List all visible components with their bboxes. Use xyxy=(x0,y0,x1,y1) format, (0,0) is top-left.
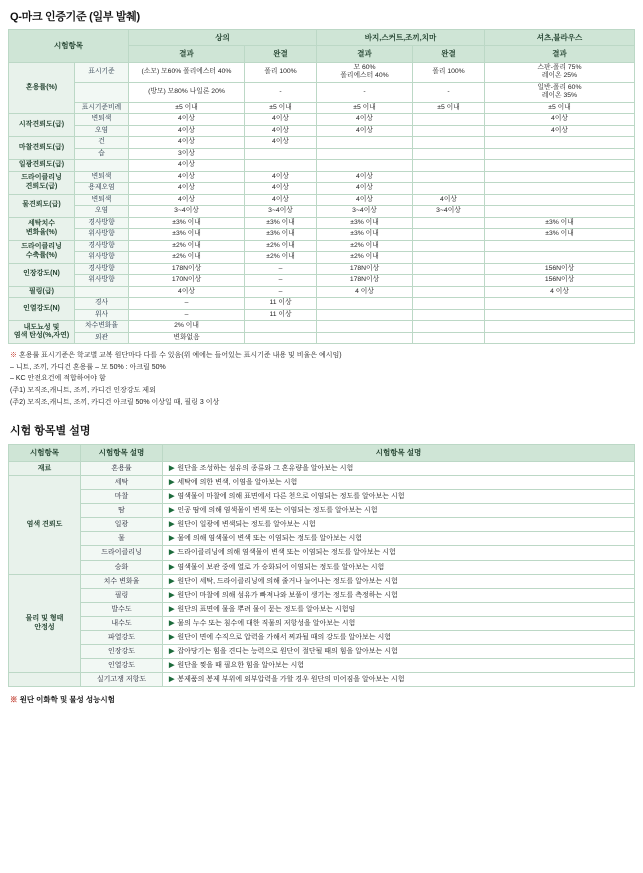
data-cell xyxy=(413,148,485,159)
test-name-cell: 실기고쟁 저항도 xyxy=(81,673,163,687)
data-cell xyxy=(485,160,635,172)
row-subheader-cell: 표시기준 xyxy=(75,62,129,82)
row-subheader-cell: 오염 xyxy=(75,125,129,136)
description-text: 염색물이 보관 중에 열로 가 승화되어 이염되는 정도를 알아보는 시험 xyxy=(177,563,385,571)
description-text: 물에 의해 염색물이 변색 또는 이염되는 정도를 알아보는 시험 xyxy=(177,535,362,543)
data-cell: 4이상 xyxy=(245,137,317,148)
footnote-mark: ※ xyxy=(10,695,18,705)
data-cell xyxy=(245,321,317,332)
table-row xyxy=(9,82,635,102)
category-cell xyxy=(9,673,81,687)
description-text: 원단을 찢을 때 필요한 힘을 알아보는 시험 xyxy=(177,662,305,670)
data-cell xyxy=(413,137,485,148)
row-subheader-cell: 경사방향 xyxy=(75,217,129,228)
description-text: 원단이 면에 수직으로 압력을 가해서 찌과될 때의 강도를 알아보는 시험 xyxy=(177,634,391,641)
data-cell: ±3% 이내 xyxy=(245,217,317,228)
table-row xyxy=(9,160,635,172)
test-description-cell xyxy=(163,602,635,616)
data-cell xyxy=(413,275,485,286)
row-subheader-cell: 경사방향 xyxy=(75,263,129,274)
data-cell xyxy=(485,194,635,205)
data-cell: ±2% 이내 xyxy=(245,252,317,263)
data-cell: 3이상 xyxy=(129,148,245,159)
table-row xyxy=(9,62,635,82)
th-desc: 시험항목 설명 xyxy=(163,445,635,462)
description-text: 원단의 표면에 물을 뿌려 물이 묻는 정도를 알아보는 시험임 xyxy=(177,605,356,613)
row-header-cell: 물견뢰도(급) xyxy=(9,194,75,217)
data-cell: 폴리 100% xyxy=(245,62,317,82)
description-text: 봉제품의 봉제 부위에 외부압력을 가할 경우 원단의 미어짐을 알아보는 시험 xyxy=(177,676,405,684)
footnote-text: 원단 이화학 및 물성 성능시험 xyxy=(19,695,115,705)
data-cell xyxy=(485,298,635,309)
data-cell: 11 이상 xyxy=(245,298,317,309)
note-line: – KC 안전요건에 적합하여야 함 xyxy=(10,375,106,383)
table-row xyxy=(9,240,635,251)
data-cell: 156N이상 xyxy=(485,275,635,286)
data-cell: 4이상 xyxy=(129,125,245,136)
row-subheader-cell: 변퇴색 xyxy=(75,114,129,125)
data-cell xyxy=(317,298,413,309)
row-header-cell: 내도뇨성 및 염색 탄성(%,자연) xyxy=(9,321,75,344)
data-cell: 4이상 xyxy=(129,171,245,182)
data-cell: 4이상 xyxy=(317,194,413,205)
row-header-cell: 필링(급) xyxy=(9,286,75,298)
test-description-cell xyxy=(163,490,635,504)
row-subheader-cell: 경사방향 xyxy=(75,240,129,251)
data-cell: 3~4이상 xyxy=(413,206,485,217)
table-row xyxy=(9,102,635,113)
table-row xyxy=(9,588,635,602)
data-cell: - xyxy=(245,82,317,102)
data-cell xyxy=(485,137,635,148)
table-row xyxy=(9,673,635,687)
data-cell: 178N이상 xyxy=(317,275,413,286)
table-row xyxy=(9,645,635,659)
bullet-arrow-icon: ▶ xyxy=(169,619,175,627)
test-description-cell xyxy=(163,560,635,574)
table-row xyxy=(9,504,635,518)
th-item-desc: 시험항목 설명 xyxy=(81,445,163,462)
data-cell: 4이상 xyxy=(245,125,317,136)
t2-header-row xyxy=(9,445,635,462)
row-subheader-cell: 표시기준비례 xyxy=(75,102,129,113)
data-cell: 변화없음 xyxy=(129,332,245,343)
description-text: 잡아당기는 힘을 견디는 능력으로 원단이 절단될 때의 힘을 알아보는 시험 xyxy=(177,648,398,656)
table-row xyxy=(9,602,635,616)
data-cell: 4이상 xyxy=(317,125,413,136)
data-cell: ±2% 이내 xyxy=(129,240,245,251)
test-name-cell: 발수도 xyxy=(81,602,163,616)
data-cell: 4이상 xyxy=(129,183,245,194)
data-cell: – xyxy=(129,309,245,320)
row-subheader-cell: 외관 xyxy=(75,332,129,343)
test-name-cell: 물 xyxy=(81,532,163,546)
row-subheader-cell xyxy=(75,82,129,102)
th-result-2: 결과 xyxy=(317,46,413,62)
table-row xyxy=(9,560,635,574)
bullet-arrow-icon: ▶ xyxy=(169,634,175,641)
row-header-cell: 드라이클리닝 수축률(%) xyxy=(9,240,75,263)
data-cell: 156N이상 xyxy=(485,263,635,274)
data-cell xyxy=(413,321,485,332)
row-subheader-cell: 경사 xyxy=(75,298,129,309)
test-description-cell xyxy=(163,631,635,645)
description-text: 인공 땀에 의해 염색물이 변색 또는 이염되는 정도를 알아보는 시험 xyxy=(177,507,378,515)
description-text: 염색물이 마찰에 의해 표면에서 다른 천으로 이염되는 정도를 알아보는 시험 xyxy=(177,493,405,501)
row-header-cell: 인열강도(N) xyxy=(9,298,75,321)
data-cell: 4이상 xyxy=(485,125,635,136)
test-name-cell: 인열강도 xyxy=(81,659,163,673)
table-row xyxy=(9,490,635,504)
th-complete-2: 완결 xyxy=(413,46,485,62)
test-description-cell xyxy=(163,588,635,602)
data-cell xyxy=(317,309,413,320)
data-cell xyxy=(317,321,413,332)
data-cell xyxy=(413,240,485,251)
note-line: (주1) 모직조,캐니트, 조끼, 카디건 인장강도 제외 xyxy=(10,387,156,395)
data-cell xyxy=(485,321,635,332)
data-cell: 3~4이상 xyxy=(317,206,413,217)
test-name-cell: 치수 변화율 xyxy=(81,574,163,588)
note-line: ※ 혼용률 표시기준은 학교별 교복 원단마다 다를 수 있음(위 예에는 들어있는 표시기준 내용 및 비율은 예시임) xyxy=(10,352,342,360)
row-subheader-cell: 위사방향 xyxy=(75,229,129,240)
bullet-arrow-icon: ▶ xyxy=(169,464,175,472)
data-cell: – xyxy=(245,286,317,298)
test-name-cell: 마찰 xyxy=(81,490,163,504)
table-row xyxy=(9,461,635,475)
th-test-item: 시험항목 xyxy=(9,30,129,63)
data-cell: ±3% 이내 xyxy=(485,229,635,240)
th-result-3: 결과 xyxy=(485,46,635,62)
row-subheader-cell: 차수변화율 xyxy=(75,321,129,332)
th-bottom: 바지,스커트,조끼,치마 xyxy=(317,30,485,46)
table-row xyxy=(9,114,635,125)
data-cell xyxy=(413,114,485,125)
test-name-cell: 내수도 xyxy=(81,616,163,630)
notes-block xyxy=(10,350,633,408)
table-row xyxy=(9,332,635,343)
data-cell xyxy=(413,309,485,320)
data-cell xyxy=(413,229,485,240)
data-cell: 4이상 xyxy=(129,137,245,148)
table-row xyxy=(9,275,635,286)
footnote xyxy=(10,694,633,705)
data-cell: 4이상 xyxy=(245,171,317,182)
data-cell: – xyxy=(245,263,317,274)
row-subheader-cell: 용제오염 xyxy=(75,183,129,194)
data-cell: 11 이상 xyxy=(245,309,317,320)
test-item-description-table xyxy=(8,444,635,687)
row-subheader-cell: 위사방향 xyxy=(75,275,129,286)
data-cell: 178N이상 xyxy=(129,263,245,274)
data-cell: 4이상 xyxy=(485,114,635,125)
test-name-cell: 세탁 xyxy=(81,475,163,489)
test-name-cell: 필링 xyxy=(81,588,163,602)
test-description-cell xyxy=(163,518,635,532)
data-cell: ±5 이내 xyxy=(129,102,245,113)
data-cell: 4 이상 xyxy=(317,286,413,298)
data-cell xyxy=(413,332,485,343)
description-text: 원단이 세탁, 드라이클리닝에 의해 줄거나 늘어나는 정도를 알아보는 시험 xyxy=(177,577,398,585)
bullet-arrow-icon: ▶ xyxy=(169,549,175,557)
data-cell: 4이상 xyxy=(245,194,317,205)
table-row xyxy=(9,183,635,194)
row-subheader-cell: 위사방향 xyxy=(75,252,129,263)
test-description-cell xyxy=(163,461,635,475)
table-row xyxy=(9,309,635,320)
data-cell: (소모) 모60% 폴리에스터 40% xyxy=(129,62,245,82)
data-cell xyxy=(485,309,635,320)
data-cell: ±3% 이내 xyxy=(129,217,245,228)
test-description-cell xyxy=(163,645,635,659)
category-cell: 물리 및 형태 안정성 xyxy=(9,574,81,673)
data-cell xyxy=(485,252,635,263)
table-row xyxy=(9,631,635,645)
data-cell: ±3% 이내 xyxy=(317,217,413,228)
test-name-cell: 드라이클리닝 xyxy=(81,546,163,560)
description-text: 세탁에 의한 변색, 이염을 알아보는 시험 xyxy=(177,478,298,486)
bullet-arrow-icon: ▶ xyxy=(169,577,175,585)
category-cell: 재료 xyxy=(9,461,81,475)
description-text: 드라이클리닝에 의해 염색물이 변색 또는 이염되는 정도를 알아보는 시험 xyxy=(177,549,396,557)
bullet-arrow-icon: ▶ xyxy=(169,535,175,543)
th-shirt: 셔츠,블라우스 xyxy=(485,30,635,46)
row-subheader-cell: 습 xyxy=(75,148,129,159)
table-row xyxy=(9,206,635,217)
table-row xyxy=(9,616,635,630)
table-row xyxy=(9,137,635,148)
data-cell: ±2% 이내 xyxy=(317,240,413,251)
data-cell: 4이상 xyxy=(129,286,245,298)
data-cell xyxy=(485,240,635,251)
th-result-1: 결과 xyxy=(129,46,245,62)
test-description-cell xyxy=(163,616,635,630)
data-cell xyxy=(245,148,317,159)
bullet-arrow-icon: ▶ xyxy=(169,493,175,501)
table-row xyxy=(9,659,635,673)
bullet-arrow-icon: ▶ xyxy=(169,605,175,613)
table-row xyxy=(9,518,635,532)
row-subheader-cell: 오염 xyxy=(75,206,129,217)
bullet-arrow-icon: ▶ xyxy=(169,521,175,529)
data-cell: 4이상 xyxy=(317,114,413,125)
data-cell xyxy=(317,332,413,343)
data-cell xyxy=(413,298,485,309)
data-cell: 2% 이내 xyxy=(129,321,245,332)
data-cell xyxy=(413,125,485,136)
row-header-cell: 드라이클리닝 견뢰도(급) xyxy=(9,171,75,194)
data-cell: ±2% 이내 xyxy=(245,240,317,251)
table-row xyxy=(9,194,635,205)
test-name-cell: 파열강도 xyxy=(81,631,163,645)
data-cell: 4이상 xyxy=(245,114,317,125)
data-cell: - xyxy=(317,82,413,102)
row-subheader-cell: 위사 xyxy=(75,309,129,320)
data-cell: 모 60% 폴리에스터 40% xyxy=(317,62,413,82)
data-cell xyxy=(413,252,485,263)
bullet-arrow-icon: ▶ xyxy=(169,478,175,486)
data-cell: 3~4이상 xyxy=(245,206,317,217)
row-header-cell: 시작견뢰도(급) xyxy=(9,114,75,137)
data-cell: ±3% 이내 xyxy=(245,229,317,240)
description-text: 원단이 마찰에 의해 섬유가 빠져나와 보풀이 생기는 정도를 측정하는 시험 xyxy=(177,591,398,599)
th-top: 상의 xyxy=(129,30,317,46)
table-row xyxy=(9,229,635,240)
test-name-cell: 일광 xyxy=(81,518,163,532)
data-cell xyxy=(413,263,485,274)
data-cell xyxy=(317,137,413,148)
data-cell: – xyxy=(245,275,317,286)
bullet-arrow-icon: ▶ xyxy=(169,507,175,515)
row-subheader-cell xyxy=(75,286,129,298)
row-subheader-cell: 변퇴색 xyxy=(75,171,129,182)
data-cell: ±2% 이내 xyxy=(317,252,413,263)
test-description-cell xyxy=(163,673,635,687)
data-cell xyxy=(413,286,485,298)
data-cell: 4이상 xyxy=(317,171,413,182)
data-cell: ±5 이내 xyxy=(413,102,485,113)
data-cell: ±5 이내 xyxy=(485,102,635,113)
data-cell: 170N이상 xyxy=(129,275,245,286)
table-row xyxy=(9,298,635,309)
data-cell xyxy=(485,206,635,217)
description-text: 원단을 조성하는 섬유의 종류와 그 혼유량을 알아보는 시험 xyxy=(177,464,354,472)
t2-body xyxy=(9,461,635,687)
table-row xyxy=(9,171,635,182)
data-cell: – xyxy=(129,298,245,309)
bullet-arrow-icon: ▶ xyxy=(169,591,175,599)
row-subheader-cell: 변퇴색 xyxy=(75,194,129,205)
table-row xyxy=(9,286,635,298)
table-body xyxy=(9,62,635,344)
data-cell: 4이상 xyxy=(317,183,413,194)
data-cell xyxy=(245,160,317,172)
table-row xyxy=(9,148,635,159)
th-complete-1: 완결 xyxy=(245,46,317,62)
data-cell xyxy=(485,171,635,182)
bullet-arrow-icon: ▶ xyxy=(169,676,175,684)
test-name-cell: 혼용률 xyxy=(81,461,163,475)
data-cell: ±3% 이내 xyxy=(317,229,413,240)
category-cell: 염색 견뢰도 xyxy=(9,475,81,574)
data-cell: ±5 이내 xyxy=(245,102,317,113)
certification-standards-table xyxy=(8,29,635,344)
data-cell xyxy=(413,160,485,172)
table-row xyxy=(9,263,635,274)
data-cell xyxy=(485,183,635,194)
data-cell: 4 이상 xyxy=(485,286,635,298)
data-cell: 4이상 xyxy=(129,160,245,172)
data-cell xyxy=(485,148,635,159)
page-title: Q-마크 인증기준 (일부 발췌) xyxy=(10,11,140,23)
data-cell xyxy=(317,160,413,172)
test-description-cell xyxy=(163,475,635,489)
row-header-cell: 세탁치수 변화율(%) xyxy=(9,217,75,240)
table-row xyxy=(9,546,635,560)
table-row xyxy=(9,574,635,588)
row-subheader-cell: 건 xyxy=(75,137,129,148)
data-cell: 4이상 xyxy=(245,183,317,194)
data-cell xyxy=(245,332,317,343)
table-row xyxy=(9,532,635,546)
table-header-row-1 xyxy=(9,30,635,46)
note-line: (주2) 모직조,캐니트, 조끼, 카디건 아크릴 50% 이상일 때, 필링 3 이상 xyxy=(10,398,220,406)
row-header-cell: 마찰견뢰도(급) xyxy=(9,137,75,160)
data-cell xyxy=(413,217,485,228)
data-cell: 178N이상 xyxy=(317,263,413,274)
data-cell xyxy=(413,171,485,182)
data-cell: ±5 이내 xyxy=(317,102,413,113)
table-row xyxy=(9,321,635,332)
data-cell: 3~4이상 xyxy=(129,206,245,217)
test-description-cell xyxy=(163,659,635,673)
test-name-cell: 인장강도 xyxy=(81,645,163,659)
data-cell xyxy=(413,183,485,194)
row-header-cell: 일광견뢰도(급) xyxy=(9,160,75,172)
test-description-cell xyxy=(163,504,635,518)
data-cell: 4이상 xyxy=(129,194,245,205)
data-cell: ±3% 이내 xyxy=(129,229,245,240)
description-text: 물의 누수 또는 침수에 대한 직물의 저항성을 알아보는 시험 xyxy=(177,619,356,627)
data-cell: 4이상 xyxy=(413,194,485,205)
data-cell xyxy=(317,148,413,159)
table-row xyxy=(9,125,635,136)
data-cell: 일반-폴리 60% 레이온 35% xyxy=(485,82,635,102)
row-subheader-cell xyxy=(75,160,129,172)
test-name-cell: 땀 xyxy=(81,504,163,518)
data-cell: 4이상 xyxy=(129,114,245,125)
row-header-cell: 인장강도(N) xyxy=(9,263,75,286)
data-cell xyxy=(485,332,635,343)
data-cell: - xyxy=(413,82,485,102)
data-cell: 스판-폴리 75% 레이온 25% xyxy=(485,62,635,82)
test-description-cell xyxy=(163,574,635,588)
section-title-test-descriptions: 시험 항목별 설명 xyxy=(10,425,91,438)
table-row xyxy=(9,475,635,489)
bullet-arrow-icon: ▶ xyxy=(169,662,175,670)
bullet-arrow-icon: ▶ xyxy=(169,648,175,656)
data-cell: 폴리 100% xyxy=(413,62,485,82)
th-item: 시험항목 xyxy=(9,445,81,462)
data-cell: ±3% 이내 xyxy=(485,217,635,228)
data-cell: ±2% 이내 xyxy=(129,252,245,263)
table-row xyxy=(9,217,635,228)
data-cell: (방모) 모80% 나일론 20% xyxy=(129,82,245,102)
test-description-cell xyxy=(163,546,635,560)
table-row xyxy=(9,252,635,263)
note-line: – 니트, 조끼, 가디건 혼용률 – 모 50% : 아크릴 50% xyxy=(10,363,166,371)
description-text: 원단이 일광에 변색되는 정도를 알아보는 시험 xyxy=(177,521,316,529)
test-description-cell xyxy=(163,532,635,546)
bullet-arrow-icon: ▶ xyxy=(169,563,175,571)
row-header-cell: 혼용률(%) xyxy=(9,62,75,113)
test-name-cell: 승화 xyxy=(81,560,163,574)
